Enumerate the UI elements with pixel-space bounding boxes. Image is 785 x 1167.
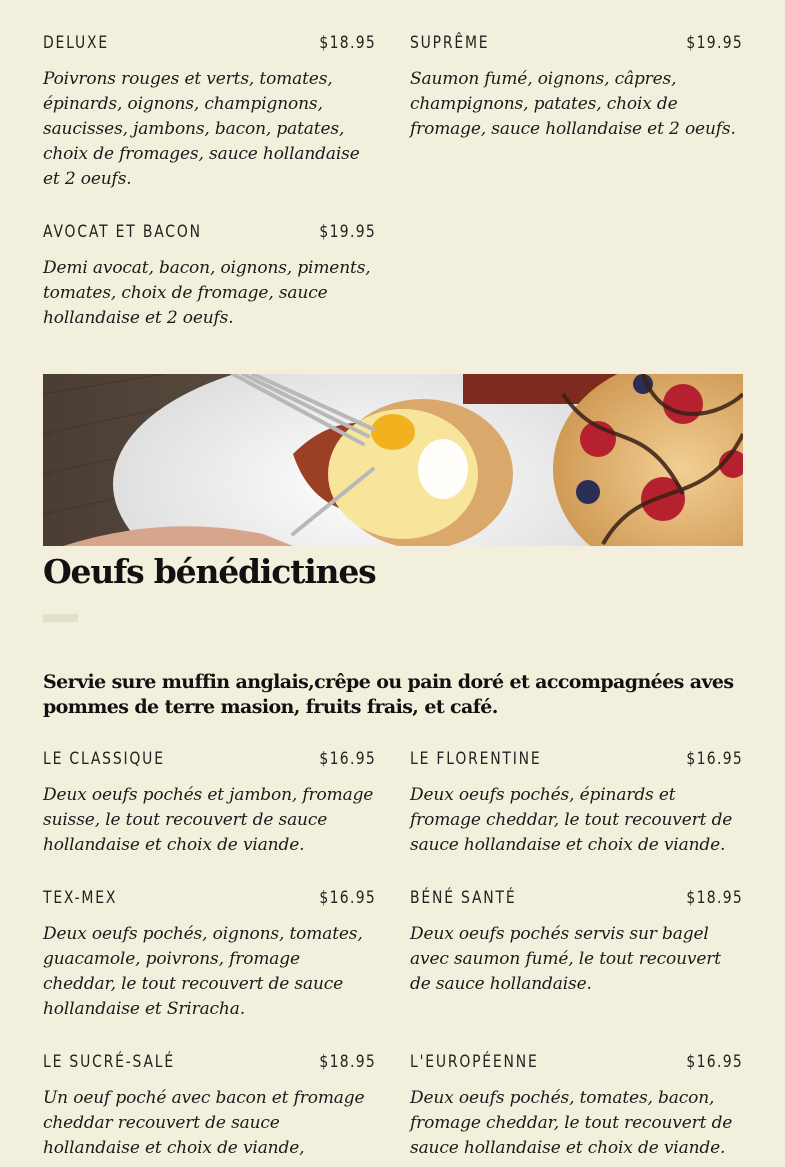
item-name: L'EUROPÉENNE [410, 1052, 539, 1072]
item-name: LE FLORENTINE [410, 749, 542, 769]
menu-item-avocat-bacon [43, 222, 376, 331]
item-name: TEX-MEX [43, 888, 118, 908]
menu-item-l-europeenne [410, 1052, 743, 1161]
item-name: LE SUCRÉ-SALÉ [43, 1052, 175, 1072]
menu-item-supreme [410, 33, 743, 142]
item-price: $16.95 [319, 888, 376, 908]
menu-item-le-florentine [410, 749, 743, 858]
item-description: Poivrons rouges et verts, tomates, épinards, oignons, champignons, saucisses, jambons, bacon, patates, choix de fromages, sauce hollandaise et 2 oeufs. [43, 69, 360, 189]
item-description: Deux oeufs pochés, oignons, tomates, guacamole, poivrons, fromage cheddar, le tout recouvert de sauce hollandaise et Sriracha. [43, 924, 363, 1019]
benedict-photo [43, 374, 743, 546]
item-price: $16.95 [319, 749, 376, 769]
item-price: $19.95 [686, 33, 743, 53]
item-description: Deux oeufs pochés et jambon, fromage suisse, le tout recouvert de sauce hollandaise et choix de viande. [43, 785, 374, 855]
item-description: Un oeuf poché avec bacon et fromage cheddar recouvert de sauce hollandaise et choix de viande, [43, 1088, 365, 1158]
item-description: Deux oeufs pochés, épinards et fromage cheddar, le tout recouvert de sauce hollandaise et choix de viande. [410, 785, 733, 855]
item-description: Deux oeufs pochés, tomates, bacon, fromage cheddar, le tout recouvert de sauce hollandaise et choix de viande. [410, 1088, 733, 1158]
item-name: DELUXE [43, 33, 110, 53]
item-name: AVOCAT ET BACON [43, 222, 202, 242]
item-description: Saumon fumé, oignons, câpres, champignons, patates, choix de fromage, sauce hollandaise et 2 oeufs. [410, 69, 736, 139]
item-price: $18.95 [319, 33, 376, 53]
menu-item-deluxe [43, 33, 376, 192]
item-price: $18.95 [686, 888, 743, 908]
menu-item-le-sucre-sale [43, 1052, 376, 1161]
item-price: $16.95 [686, 1052, 743, 1072]
item-description: Deux oeufs pochés servis sur bagel avec saumon fumé, le tout recouvert de sauce hollandaise. [410, 924, 721, 994]
section-title: Oeufs bénédictines [43, 552, 376, 591]
item-name: SUPRÊME [410, 33, 490, 53]
menu-item-le-classique [43, 749, 376, 858]
item-price: $18.95 [319, 1052, 376, 1072]
menu-item-bene-sante [410, 888, 743, 997]
item-price: $19.95 [319, 222, 376, 242]
item-description: Demi avocat, bacon, oignons, piments, tomates, choix de fromage, sauce hollandaise et 2 oeufs. [43, 258, 371, 328]
title-divider [43, 614, 78, 622]
item-price: $16.95 [686, 749, 743, 769]
menu-item-tex-mex [43, 888, 376, 1022]
item-name: BÉNÉ SANTÉ [410, 888, 517, 908]
section-intro: Servie sure muffin anglais,crêpe ou pain doré et accompagnées aves pommes de terre masion, fruits frais, et café. [43, 671, 734, 718]
item-name: LE CLASSIQUE [43, 749, 165, 769]
